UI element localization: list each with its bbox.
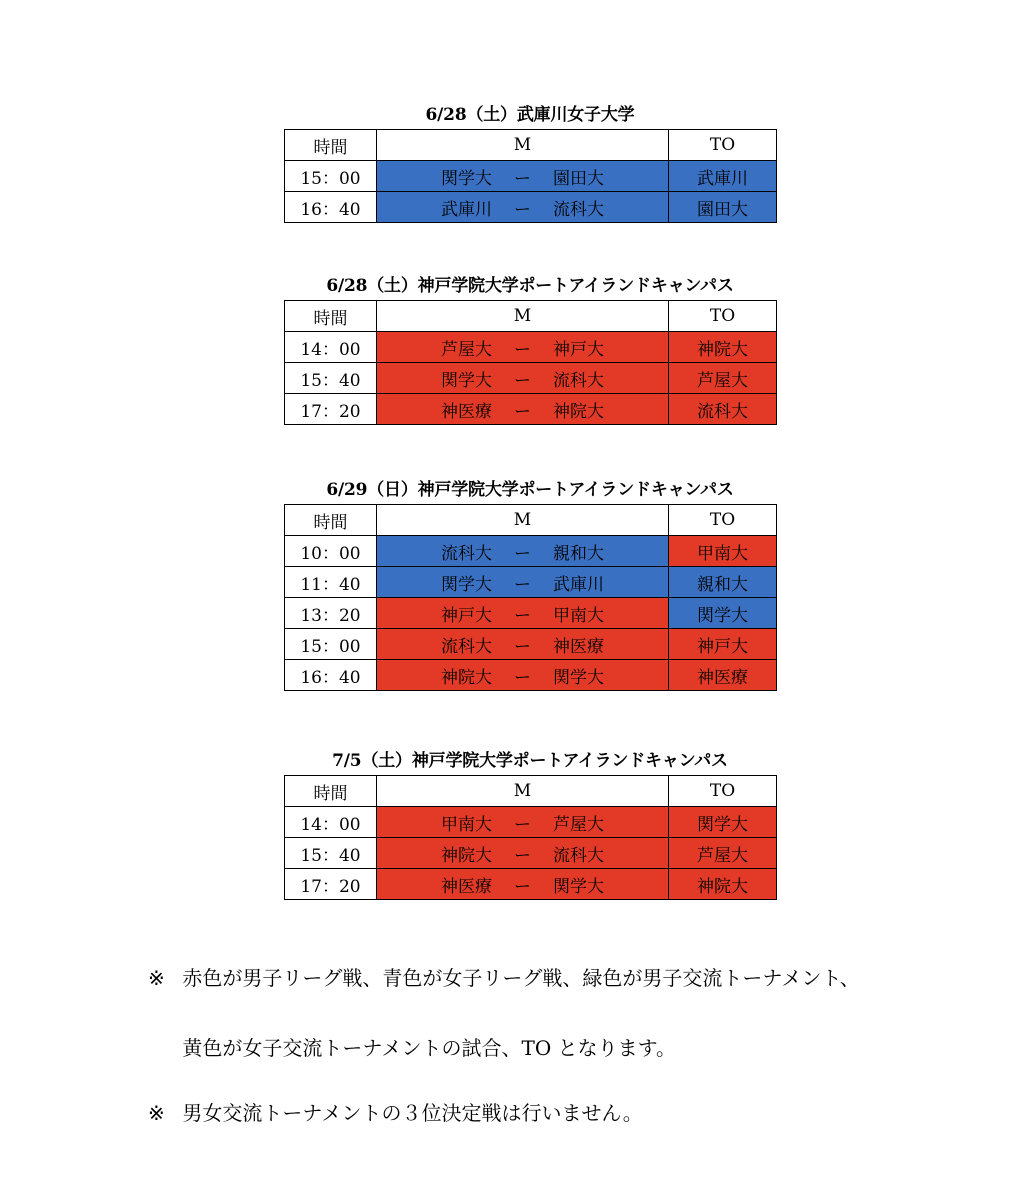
table-row — [285, 536, 777, 567]
home-team: 神戸大 — [441, 605, 492, 626]
match-separator: ー — [514, 605, 531, 626]
match-separator: ー — [514, 543, 531, 564]
schedule-body — [285, 776, 777, 900]
note-mark: ※ — [148, 966, 165, 990]
header-to: TO — [669, 505, 777, 536]
home-team: 甲南大 — [441, 814, 492, 835]
header-time: 時間 — [285, 301, 377, 332]
match-separator: ー — [514, 168, 531, 189]
away-team: 流科大 — [553, 199, 604, 220]
match-separator: ー — [514, 574, 531, 595]
match-pair — [432, 195, 614, 220]
home-team: 神医療 — [441, 401, 492, 422]
time-cell: 14：00 — [285, 332, 377, 363]
match-pair — [432, 872, 614, 897]
away-team: 甲南大 — [553, 605, 604, 626]
match-separator: ー — [514, 876, 531, 897]
match-cell — [377, 838, 669, 869]
to-cell: 園田大 — [669, 192, 777, 223]
table-row — [285, 394, 777, 425]
match-cell — [377, 598, 669, 629]
to-cell: 親和大 — [669, 567, 777, 598]
match-separator: ー — [514, 401, 531, 422]
section-caption: 7/5（土）神戸学院大学ポートアイランドキャンパス — [332, 751, 728, 771]
home-team: 流科大 — [441, 543, 492, 564]
away-team: 流科大 — [553, 370, 604, 391]
header-row — [285, 505, 777, 536]
match-pair — [432, 570, 614, 595]
match-cell — [377, 192, 669, 223]
away-team: 芦屋大 — [553, 814, 604, 835]
time-cell: 10：00 — [285, 536, 377, 567]
schedule-table — [284, 504, 777, 691]
header-time: 時間 — [285, 130, 377, 161]
to-cell: 芦屋大 — [669, 363, 777, 394]
schedule-body — [285, 301, 777, 425]
match-cell — [377, 161, 669, 192]
away-team: 神医療 — [553, 636, 604, 657]
note-line-1 — [148, 962, 860, 991]
home-team: 芦屋大 — [441, 339, 492, 360]
header-to: TO — [669, 776, 777, 807]
match-pair — [432, 632, 614, 657]
header-match: M — [377, 505, 669, 536]
match-pair — [432, 164, 614, 189]
time-cell: 11：40 — [285, 567, 377, 598]
table-row — [285, 363, 777, 394]
home-team: 関学大 — [441, 168, 492, 189]
match-cell — [377, 807, 669, 838]
match-separator: ー — [514, 667, 531, 688]
table-row — [285, 660, 777, 691]
match-pair — [432, 397, 614, 422]
time-cell: 16：40 — [285, 192, 377, 223]
match-pair — [432, 335, 614, 360]
header-time: 時間 — [285, 505, 377, 536]
note-text: 赤色が男子リーグ戦、青色が女子リーグ戦、緑色が男子交流トーナメント、 — [182, 966, 860, 990]
match-cell — [377, 394, 669, 425]
match-separator: ー — [514, 370, 531, 391]
away-team: 流科大 — [553, 845, 604, 866]
match-cell — [377, 660, 669, 691]
table-row — [285, 598, 777, 629]
match-pair — [432, 663, 614, 688]
match-cell — [377, 869, 669, 900]
match-pair — [432, 841, 614, 866]
table-row — [285, 869, 777, 900]
match-cell — [377, 363, 669, 394]
match-separator: ー — [514, 845, 531, 866]
match-separator: ー — [514, 636, 531, 657]
time-cell: 15：40 — [285, 363, 377, 394]
table-row — [285, 807, 777, 838]
match-separator: ー — [514, 339, 531, 360]
match-pair — [432, 810, 614, 835]
header-row — [285, 301, 777, 332]
header-time: 時間 — [285, 776, 377, 807]
header-match: M — [377, 776, 669, 807]
schedule-body — [285, 505, 777, 691]
table-row — [285, 838, 777, 869]
schedule-table — [284, 775, 777, 900]
header-match: M — [377, 301, 669, 332]
match-separator: ー — [514, 814, 531, 835]
to-cell: 武庫川 — [669, 161, 777, 192]
note-mark: ※ — [148, 1101, 165, 1125]
to-cell: 関学大 — [669, 598, 777, 629]
time-cell: 16：40 — [285, 660, 377, 691]
match-separator: ー — [514, 199, 531, 220]
header-to: TO — [669, 301, 777, 332]
time-cell: 15：40 — [285, 838, 377, 869]
to-cell: 流科大 — [669, 394, 777, 425]
time-cell: 15：00 — [285, 161, 377, 192]
schedule-table — [284, 300, 777, 425]
section-caption: 6/28（土）神戸学院大学ポートアイランドキャンパス — [326, 276, 734, 296]
schedule-body — [285, 130, 777, 223]
note-line-3 — [148, 1097, 643, 1126]
section-caption: 6/28（土）武庫川女子大学 — [425, 105, 635, 125]
header-match: M — [377, 130, 669, 161]
match-cell — [377, 536, 669, 567]
to-cell: 神院大 — [669, 332, 777, 363]
home-team: 神院大 — [441, 845, 492, 866]
schedule-table — [284, 129, 777, 223]
home-team: 関学大 — [441, 370, 492, 391]
home-team: 関学大 — [441, 574, 492, 595]
match-cell — [377, 567, 669, 598]
home-team: 神医療 — [441, 876, 492, 897]
away-team: 園田大 — [553, 168, 604, 189]
match-pair — [432, 366, 614, 391]
away-team: 関学大 — [553, 667, 604, 688]
home-team: 神院大 — [441, 667, 492, 688]
time-cell: 17：20 — [285, 394, 377, 425]
match-cell — [377, 332, 669, 363]
table-row — [285, 192, 777, 223]
home-team: 流科大 — [441, 636, 492, 657]
to-cell: 神院大 — [669, 869, 777, 900]
to-cell: 芦屋大 — [669, 838, 777, 869]
time-cell: 15：00 — [285, 629, 377, 660]
to-cell: 神医療 — [669, 660, 777, 691]
to-cell: 関学大 — [669, 807, 777, 838]
header-row — [285, 130, 777, 161]
away-team: 親和大 — [553, 543, 604, 564]
table-row — [285, 332, 777, 363]
time-cell: 13：20 — [285, 598, 377, 629]
away-team: 関学大 — [553, 876, 604, 897]
section-caption: 6/29（日）神戸学院大学ポートアイランドキャンパス — [326, 480, 734, 500]
table-row — [285, 567, 777, 598]
to-cell: 甲南大 — [669, 536, 777, 567]
table-row — [285, 161, 777, 192]
note-text: 男女交流トーナメントの３位決定戦は行いません。 — [182, 1101, 643, 1125]
away-team: 神院大 — [553, 401, 604, 422]
match-pair — [432, 601, 614, 626]
match-cell — [377, 629, 669, 660]
table-row — [285, 629, 777, 660]
to-cell: 神戸大 — [669, 629, 777, 660]
home-team: 武庫川 — [441, 199, 492, 220]
away-team: 武庫川 — [553, 574, 604, 595]
header-to: TO — [669, 130, 777, 161]
header-row — [285, 776, 777, 807]
time-cell: 17：20 — [285, 869, 377, 900]
away-team: 神戸大 — [553, 339, 604, 360]
note-text: 黄色が女子交流トーナメントの試合、TO となります。 — [182, 1036, 677, 1060]
match-pair — [432, 539, 614, 564]
time-cell: 14：00 — [285, 807, 377, 838]
note-line-2 — [148, 1032, 676, 1061]
